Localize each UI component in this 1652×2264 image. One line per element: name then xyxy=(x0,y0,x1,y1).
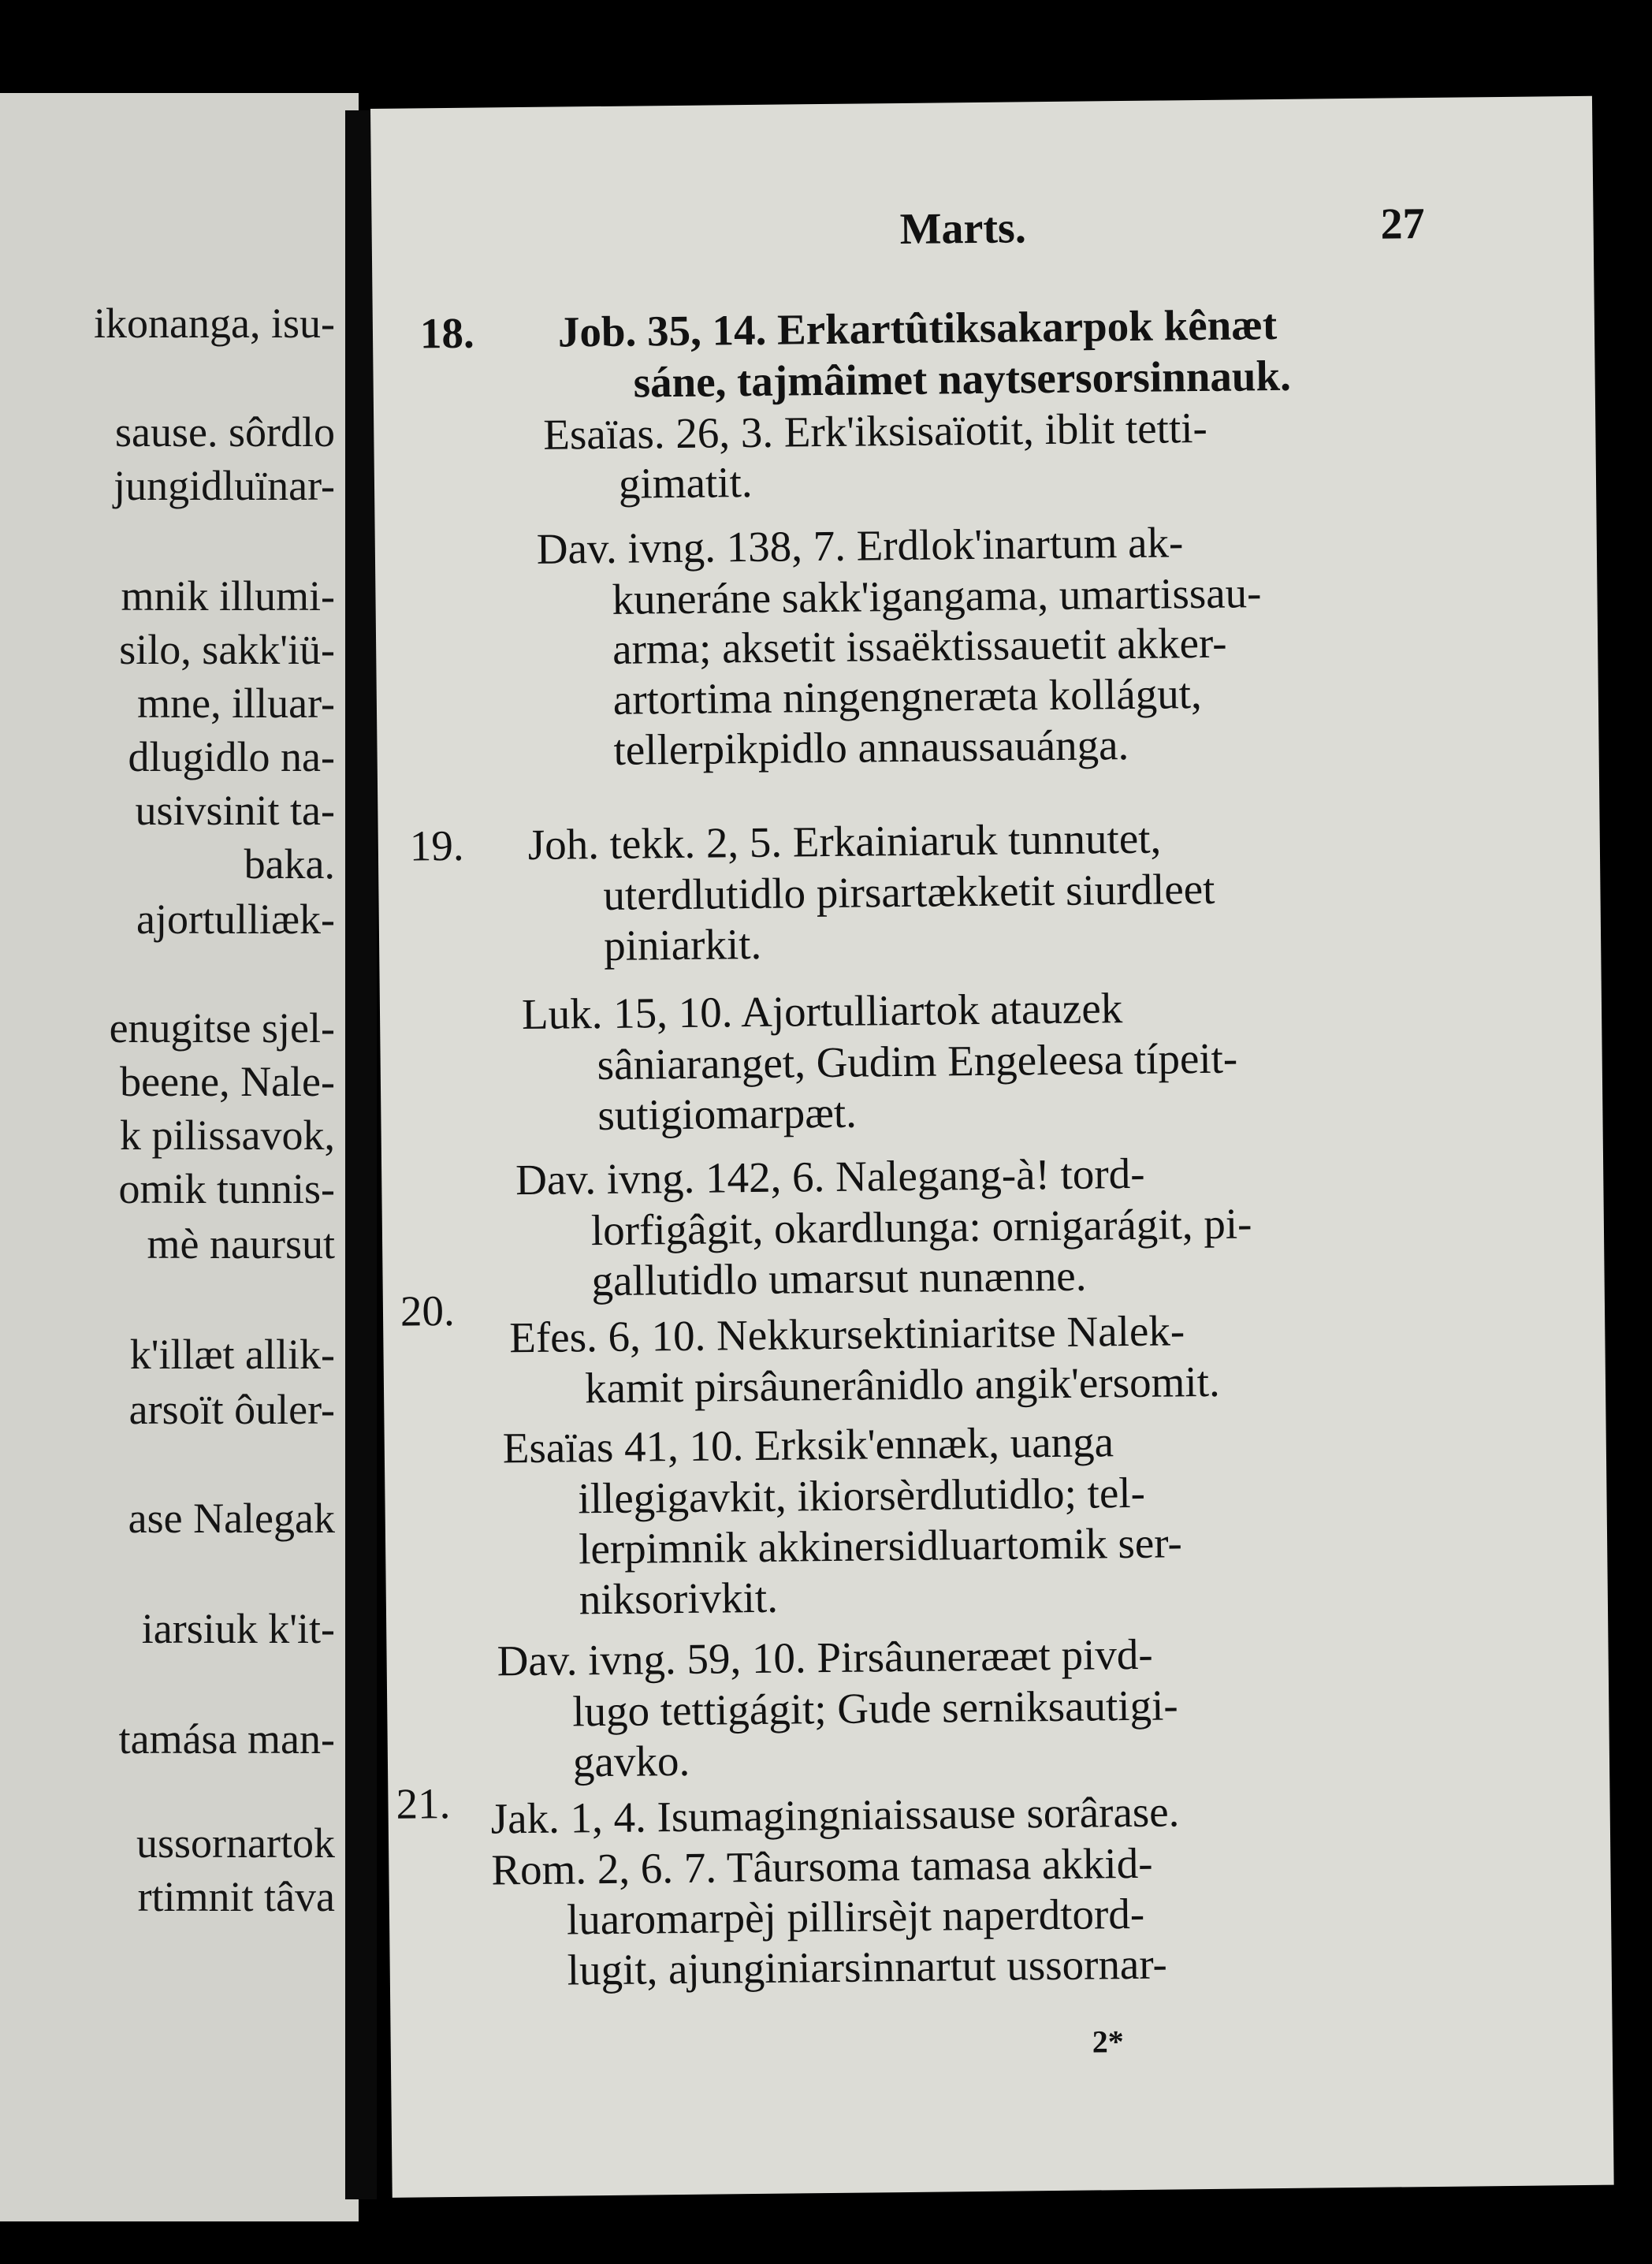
left-line: mè naursut xyxy=(147,1220,335,1268)
text-line: tellerpikpidlo annaussauánga. xyxy=(613,720,1129,774)
text-line: lugit, ajunginiarsinnartut ussornar- xyxy=(567,1939,1168,1994)
text-line: Dav. ivng. 138, 7. Erdlok'inartum ak- xyxy=(536,518,1184,573)
text-line: Rom. 2, 6. 7. Tâursoma tamasa akkid- xyxy=(491,1838,1153,1894)
text-line: lerpimnik akkinersidluartomik ser- xyxy=(578,1518,1183,1573)
left-line: ase Nalegak xyxy=(128,1495,335,1542)
left-line: mnik illumi- xyxy=(121,572,335,620)
text-line: kuneráne sakk'igangama, umartissau- xyxy=(612,568,1262,624)
left-line: dlugidlo na- xyxy=(128,733,335,780)
text-line: sutigiomarpæt. xyxy=(597,1088,858,1140)
text-line: luaromarpèj pillirsèjt naperdtord- xyxy=(566,1889,1145,1944)
text-line: gimatit. xyxy=(618,457,753,508)
left-line: baka. xyxy=(244,840,335,888)
text-line: Efes. 6, 10. Nekkursektiniaritse Nalek- xyxy=(509,1306,1185,1362)
day-number: 18. xyxy=(419,308,475,358)
left-line: enugitse sjel- xyxy=(109,1004,335,1052)
left-line: rtimnit tâva xyxy=(137,1873,335,1920)
left-line: silo, sakk'iü- xyxy=(119,626,335,673)
text-line: sâniaranget, Gudim Engeleesa típeit- xyxy=(597,1033,1238,1089)
text-line: arma; aksetit issaëktissauetit akker- xyxy=(612,618,1227,673)
day-number: 20. xyxy=(400,1286,456,1335)
book-gutter xyxy=(345,110,377,2199)
left-line: omik tunnis- xyxy=(118,1165,335,1212)
left-line: sause. sôrdlo xyxy=(115,408,335,456)
text-line: Esaïas. 26, 3. Erk'iksisaïotit, iblit tetti- xyxy=(543,403,1208,459)
left-line: iarsiuk k'it- xyxy=(141,1605,335,1652)
left-line: arsoït ôuler- xyxy=(128,1386,335,1433)
left-line: jungidluïnar- xyxy=(113,462,335,509)
left-line: ajortulliæk- xyxy=(136,896,335,943)
left-line: ikonanga, isu- xyxy=(94,300,335,347)
text-line: Dav. ivng. 142, 6. Nalegang-à! tord- xyxy=(515,1149,1145,1205)
left-line: k pilissavok, xyxy=(119,1112,335,1159)
signature-mark: 2* xyxy=(1092,2024,1124,2060)
page-number: 27 xyxy=(1380,199,1425,249)
text-line: uterdlutidlo pirsartækketit siurdleet xyxy=(603,864,1215,919)
text-line: sáne, tajmâimet naytsersorsinnauk. xyxy=(633,351,1292,407)
text-line: gavko. xyxy=(572,1736,690,1786)
left-line: ussornartok xyxy=(136,1819,335,1867)
text-line: piniarkit. xyxy=(603,919,762,970)
left-line: tamása man- xyxy=(118,1715,335,1763)
text-line: Joh. tekk. 2, 5. Erkainiaruk tunnutet, xyxy=(527,814,1162,869)
text-line: artortima ningengneræta kollágut, xyxy=(612,668,1203,724)
text-line: niksorivkit. xyxy=(579,1573,779,1624)
page-header xyxy=(371,197,1594,265)
text-line: Job. 35, 14. Erkartûtiksakarpok kênæt xyxy=(557,300,1278,356)
text-line: Jak. 1, 4. Isumagingniaissause sorârase. xyxy=(490,1787,1180,1843)
right-page xyxy=(370,96,1614,2198)
text-line: lugo tettigágit; Gude serniksautigi- xyxy=(571,1681,1178,1736)
text-line: illegigavkit, ikiorsèrdlutidlo; tel- xyxy=(578,1468,1146,1523)
left-line: beene, Nale- xyxy=(120,1058,335,1105)
left-line: usivsinit ta- xyxy=(135,787,335,834)
left-line: mne, illuar- xyxy=(137,680,335,727)
text-line: gallutidlo umarsut nunænne. xyxy=(591,1251,1087,1305)
day-number: 21. xyxy=(396,1779,451,1828)
page-title: Marts. xyxy=(899,203,1027,254)
text-line: Luk. 15, 10. Ajortulliartok atauzek xyxy=(521,984,1123,1039)
text-line: kamit pirsâunerânidlo angik'ersomit. xyxy=(584,1357,1220,1413)
text-line: Dav. ivng. 59, 10. Pirsâunerææt pivd- xyxy=(497,1629,1153,1685)
text-line: Esaïas 41, 10. Erksik'ennæk, uanga xyxy=(502,1417,1114,1473)
left-line: k'illæt allik- xyxy=(129,1331,335,1378)
day-number: 19. xyxy=(409,821,464,870)
text-line: lorfigâgit, okardlunga: ornigarágit, pi- xyxy=(590,1199,1252,1255)
left-page xyxy=(0,93,359,2221)
